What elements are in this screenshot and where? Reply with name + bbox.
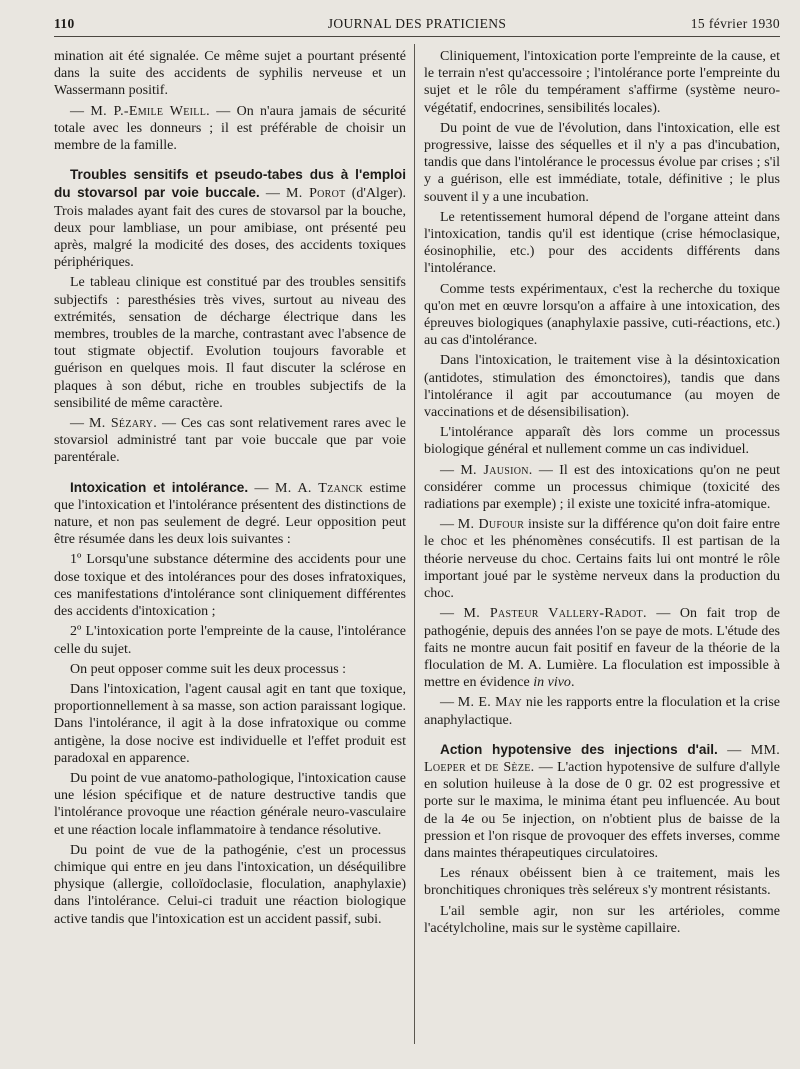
paragraph: Du point de vue de la pathogénie, c'est un processus chimique qui entre en jeu dans l'intoxication, un déséquilibre physique (allergie, colloïdoclasie, floculation, anaphylaxie) dans l'intolérance. Celui-ci traduit une réaction biologique active tandis que l'intoxication est un accident passif, subi. [54,842,406,927]
paragraph: Comme tests expérimentaux, c'est la recherche du toxique qu'on met en œuvre lorsqu'on a affaire à une intoxication, des épreuves biologiques (anaphylaxie passive, cuti-réactions, etc.) au cas d'intolérance. [424,281,780,349]
paragraph: — M. Pasteur Vallery-Radot. — On fait trop de pathogénie, depuis des années l'on se paye de mots. L'étude des faits ne montre aucun fait positif en faveur de la théorie de la floculation de M. A. Lumière. La floculation est impossible à mettre en évidence in vivo. [424,606,781,691]
paragraph: On peut opposer comme suit les deux processus : [70,661,347,677]
section-title: Intoxication et intolérancе. [70,479,249,495]
section-action-hypotensive: Action hypotensive des injections d'ail. — MM. Loeper et de Sèze. — L'action hypotensive de sulfure d'allyle en solution huileuse à la dose de 0 gr. 02 est progressive et porte sur le maxima, le minima étant peu influencée. Au bout de la 4e ou 5e injection, on n'obtient plus de baisse de la pression et l'on risque de provoquer des effets inverses, comme dans maintes thérapeutiques circulatoires. [424,741,781,861]
paragraph: Cliniquement, l'intoxication porte l'empreinte de la cause, et le terrain n'est qu'accessoire ; l'intolérance porte l'empreinte du sujet et le rôle du tempérament s'affirme (système neuro-végétatif, endocrines, sensibilités locales). [424,49,780,116]
section-intoxication: Intoxication et intolérancе. — M. A. Tzanck estime que l'intoxication et l'intolérance présentent des distinctions de nature, et non pas seulement de degré. Leur opposition peut être résumée dans les deux lois suivantes : [54,479,407,548]
speaker-name: M. A. Tzanck [275,480,364,496]
paragraph: — M. Dufour insiste sur la différence qu'on doit faire entre le choc et les phénomènes consécutifs. Il est partisan de la théorie nerveuse du choc. Certains faits lui ont montré le rôle important joué par le système nerveux dans la production du choc. [424,517,780,602]
issue-date: 15 février 1930 [690,16,780,31]
speaker-name: M. Jausion. [460,462,533,478]
section-title: Troubles sensitifs et pseudo-tabes dus à l'emploi du stovarsol par voie buccale. [54,167,406,201]
section-troubles-sensitifs: Troubles sensitifs et pseudo-tabes dus à l'emploi du stovarsol par voie buccale. — M. Porot (d'Alger). Trois malades ayant fait des cures de stovarsol par la bouche, deux pour lambliase, un pour amibiase, ont présenté peu après, malgré la modicité des doses, des accidents toxiques périphériques. [54,167,406,271]
column-divider [414,44,415,1044]
paragraph: Le tableau clinique est constitué par des troubles sensitifs subjectifs : paresthésies très vives, surtout au niveau des extrémités, sensation de décharge électrique dans les membres, troubles de la marche, contrastant avec l'absence de tout stigmate objectif. Evolution toujours favorable et guérison en quelques mois. Il faut discuter la sclérose en plaques à son début, riche en troubles subjectifs de la sensibilité de même caractère. [54,275,406,411]
paragraph: — M. E. May nie les rapports entre la floculation et la crise anaphylactique. [424,695,780,728]
journal-title: JOURNAL DES PRATICIENS [327,16,507,31]
speaker-name: M. Pasteur Vallery-Radot. [463,606,647,622]
paragraph: 1º Lorsqu'une substance détermine des accidents pour une dose toxique et des intolérances pour des doses infratoxiques, ces manifestations d'intolérance sont cliniquement différentes des accidents d'intoxication ; [54,552,406,620]
paragraph: mination ait été signalée. Ce même sujet a pourtant présenté dans la suite des accidents de syphilis nerveuse et un Wassermann positif. [54,49,406,99]
paragraph: Les rénaux obéissent bien à ce traitement, mais les bronchitiques chroniques très seléreux s'y montrent résistants. [424,866,780,899]
speaker-name: M. Porot [286,186,346,202]
paragraph: Du point de vue anatomo-pathologique, l'intoxication cause une lésion spécifique et de nature destructive tandis que l'intolérance provoque une réaction générale neuro-vasculaire et une réaction locale inflammatoire à tendance résolutive. [54,770,406,838]
running-header [54,10,780,37]
left-column [54,48,406,931]
paragraph: — M. Sézary. — Ces cas sont relativement rares avec le stovarsiol administré tant par voie buccale que par voie parentérale. [54,416,407,466]
paragraph: L'intolérance apparaît dès lors comme un processus biologique général et nullement comme un cas individuel. [424,425,780,458]
paragraph: Dans l'intoxication, le traitement vise à la désintoxication (antidotes, stimulation des émonctoires), tandis que dans l'intolérance il agit par accoutumance (au moyen de vaccinations et de désensibilisation). [424,353,780,421]
paragraph: Le retentissement humoral dépend de l'organe atteint dans l'intoxication, tandis qu'il est identique (crise hémoclasique, éosinophilie, etc.) pour des accidents différents dans l'intolérance. [424,209,780,277]
paragraph: L'ail semble agir, non sur les artérioles, comme l'acétylcholine, mais sur le système capillaire. [424,903,780,936]
speaker-name: de Sèze. [484,759,535,775]
right-column [424,48,780,940]
paragraph: — M. P.-Emile Weill. — On n'aura jamais de sécurité totale avec les donneurs ; il est préférable de choisir un membre de la famille. [54,103,407,154]
speaker-name: M. E. May [457,695,523,711]
speaker-name: MM. Loeper [424,742,781,775]
paragraph: Dans l'intoxication, l'agent causal agit en tant que toxique, proportionnellement à sa masse, son action paraissant logique. Dans l'intolérance, il agit à la dose infratoxique ou comme antigène, la dose nocive est individuelle et l'effet produit est paradoxal en apparence. [54,681,406,766]
page-number: 110 [54,16,75,31]
paragraph: — M. Jausion. — Il est des intoxications qu'on ne peut considérer comme un processus chimique (toxicité des radiations par exemple) ; il existe une toxicité infra-atomique. [424,462,781,513]
speaker-name: M. Sézary. [89,416,157,432]
paragraph: Du point de vue de l'évolution, dans l'intoxication, elle est progressive, laisse des séquelles et il n'y a pas d'incubation, tandis que dans l'intolérance le processus évolue par crises ; s'il y a guérison, elle est immédiate, totale, définitive ; le plus souvent il y a une incubation. [424,120,780,205]
section-title: Action hypotensive des injections d'ail. [440,741,718,757]
latin-phrase: in vivo [533,675,571,691]
speaker-name: M. Dufour [457,517,525,533]
paragraph: 2º L'intoxication porte l'empreinte de la cause, l'intolérance celle du sujet. [54,624,406,657]
speaker-name: M. P.-Emile Weill. [90,103,210,119]
